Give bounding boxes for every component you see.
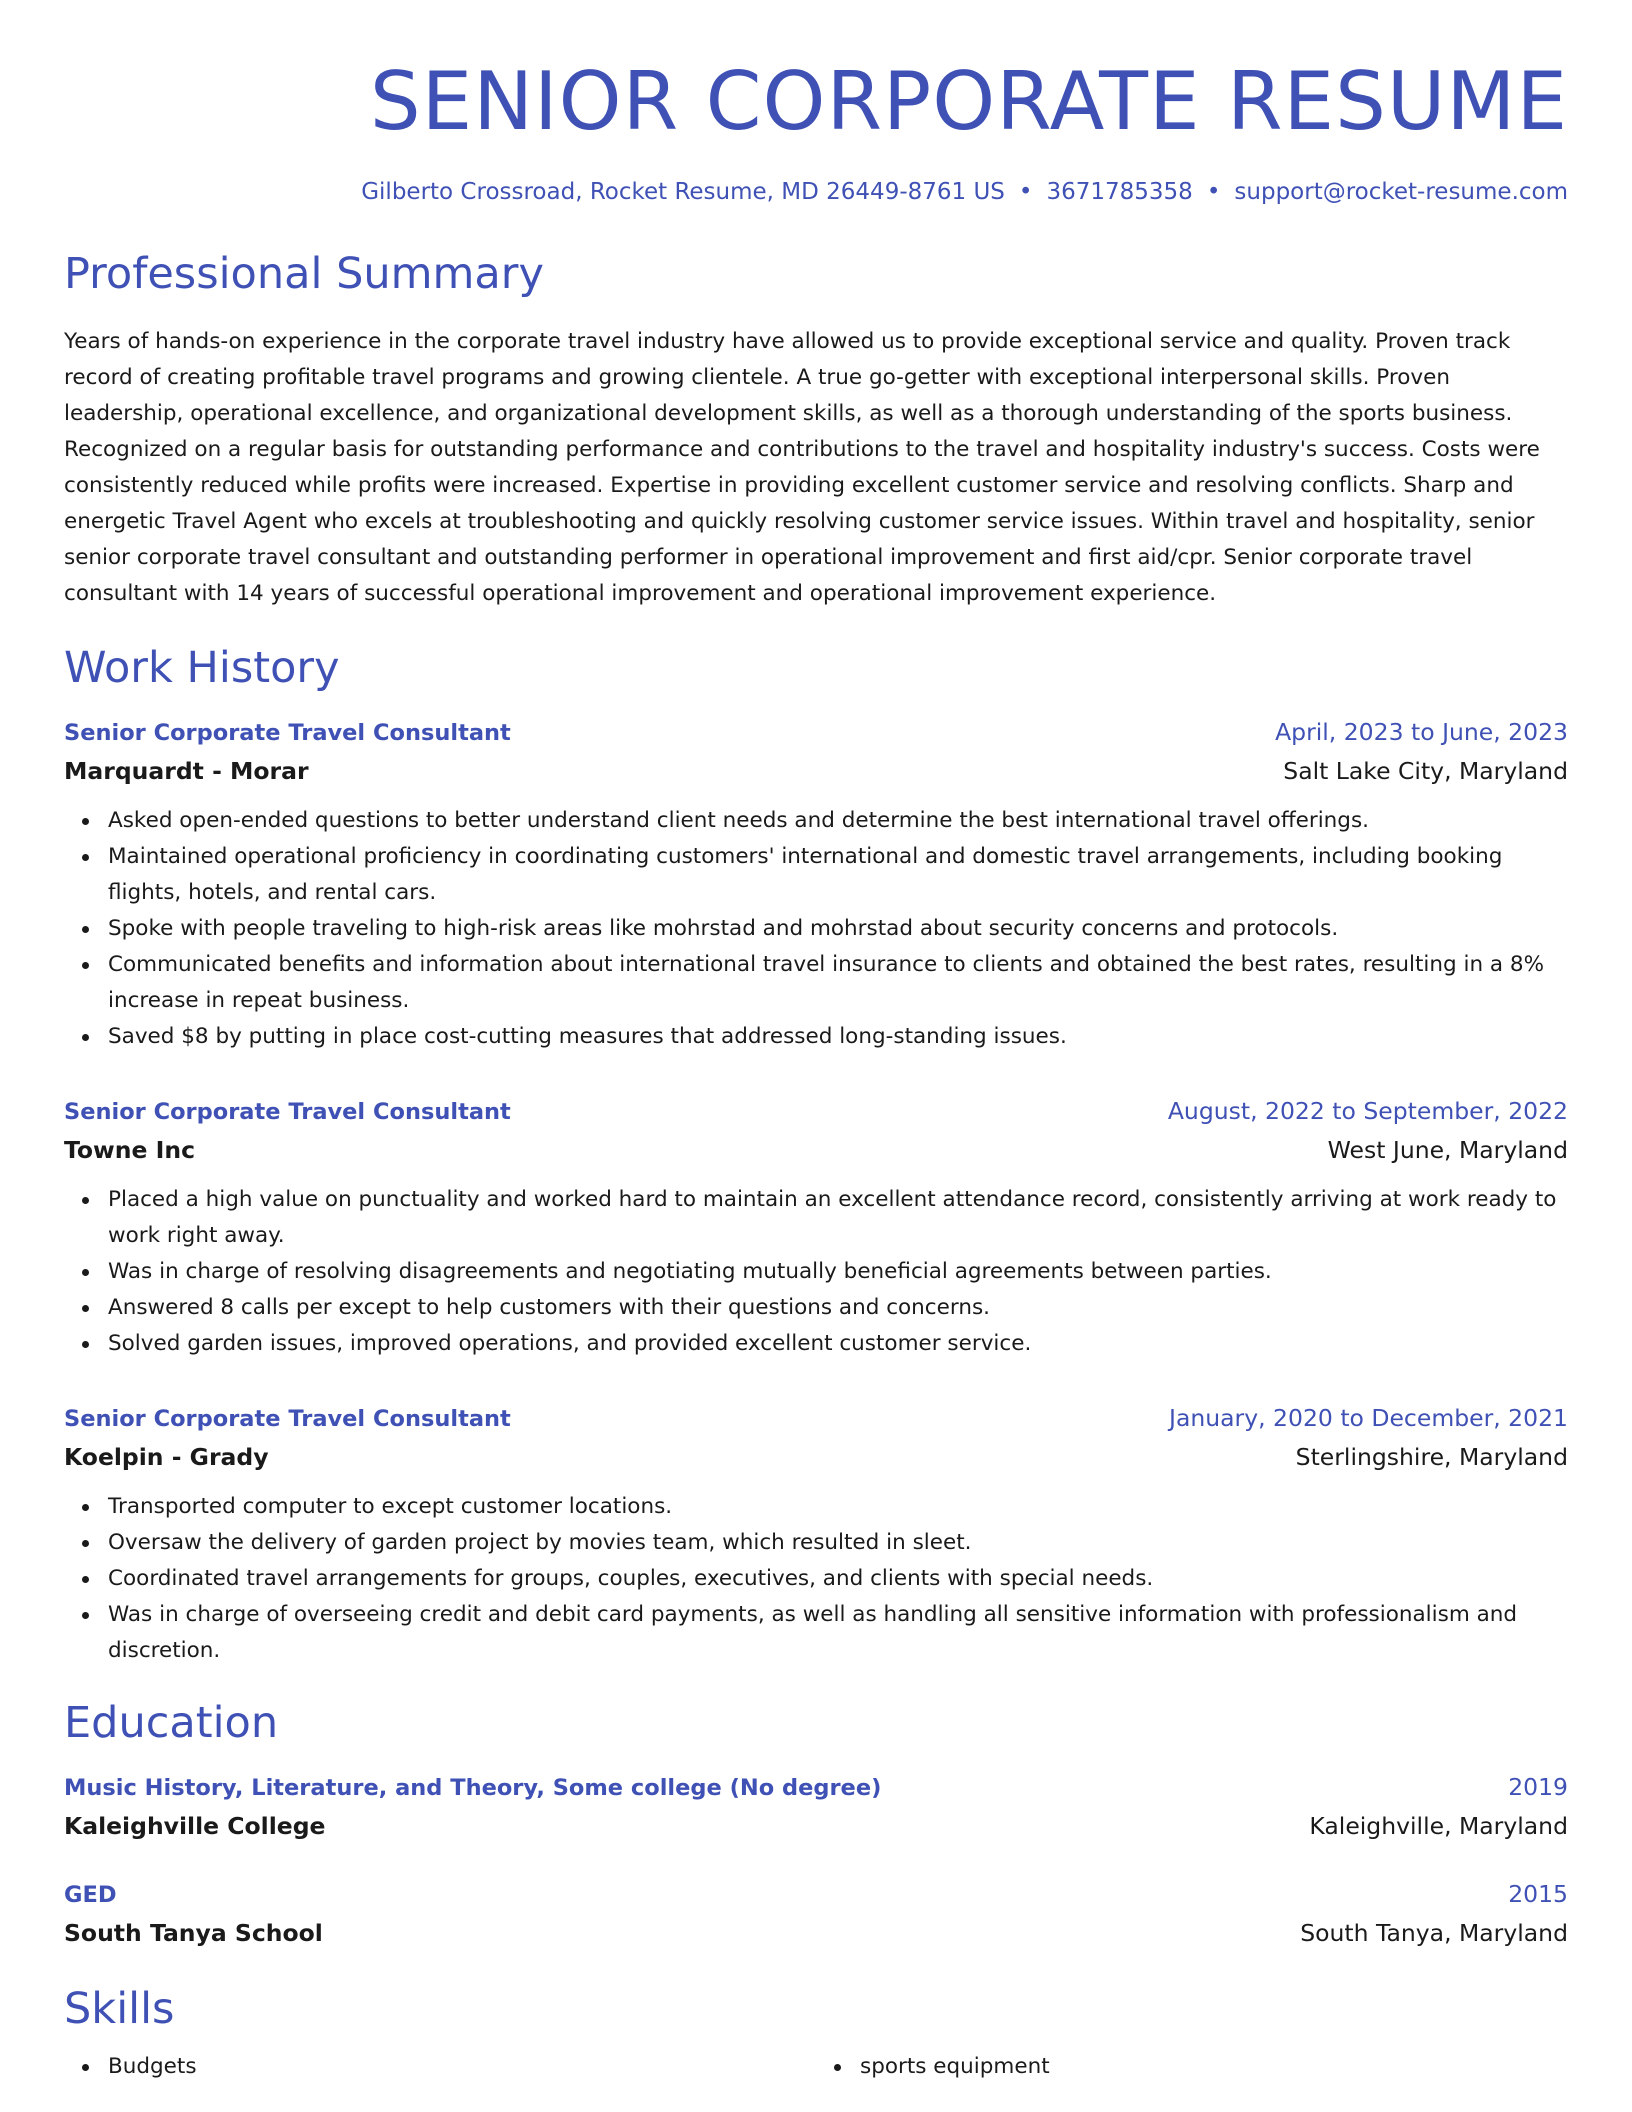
skills-list [64,2049,1568,2085]
education-year: 2019 [1508,1773,1568,1801]
job-bullet: Was in charge of overseeing credit and debit card payments, as well as handling all sensitive information with professionalism and discretion. [108,1597,1568,1669]
skills-column [64,2049,816,2085]
work-history-heading: Work History [64,643,340,693]
job-location: Salt Lake City, Maryland [1283,757,1568,785]
skill-item: Budgets [108,2049,816,2085]
job-title: Senior Corporate Travel Consultant [64,1099,511,1125]
job-location: Sterlingshire, Maryland [1295,1443,1568,1471]
job-dates: August, 2022 to September, 2022 [1167,1097,1568,1125]
resume-page [64,0,1568,2085]
education-year: 2015 [1508,1880,1568,1908]
job-location: West June, Maryland [1327,1136,1568,1164]
job-bullet: Placed a high value on punctuality and worked hard to maintain an excellent attendance record, consistently arriving at work ready to work right away. [108,1182,1568,1254]
job-bullet: Oversaw the delivery of garden project by movies team, which resulted in sleet. [108,1525,1568,1561]
job-bullets [64,1489,1568,1669]
skill-item: sports equipment [860,2049,1568,2085]
job-bullet: Coordinated travel arrangements for groups, couples, executives, and clients with special needs. [108,1561,1568,1597]
skills-column [816,2049,1568,2085]
job-entry [64,1093,1568,1362]
job-entry [64,1400,1568,1669]
job-bullet: Spoke with people traveling to high-risk areas like mohrstad and mohrstad about security concerns and protocols. [108,911,1568,947]
job-company: Towne Inc [64,1136,196,1164]
job-bullet: Communicated benefits and information about international travel insurance to clients and obtained the best rates, resulting in a 8% increase in repeat business. [108,947,1568,1019]
job-title: Senior Corporate Travel Consultant [64,1406,511,1432]
job-bullet: Solved garden issues, improved operations, and provided excellent customer service. [108,1326,1568,1362]
education-degree: Music History, Literature, and Theory, Some college (No degree) [64,1775,882,1801]
education-location: South Tanya, Maryland [1300,1919,1568,1947]
education-location: Kaleighville, Maryland [1309,1812,1568,1840]
job-dates: April, 2023 to June, 2023 [1275,718,1568,746]
job-bullet: Asked open-ended questions to better understand client needs and determine the best international travel offerings. [108,803,1568,839]
job-bullet: Saved $8 by putting in place cost-cutting measures that addressed long-standing issues. [108,1019,1568,1055]
education-entry [64,1769,1568,1846]
contact-address: Gilberto Crossroad, Rocket Resume, MD 26449-8761 US [361,179,1005,205]
job-bullets [64,1182,1568,1362]
contact-phone: 3671785358 [1046,179,1193,205]
job-title: Senior Corporate Travel Consultant [64,720,511,746]
job-bullets [64,803,1568,1055]
job-dates: January, 2020 to December, 2021 [1169,1404,1568,1432]
resume-title: SENIOR CORPORATE RESUME [369,55,1568,148]
contact-separator: • [1206,179,1221,205]
job-company: Koelpin - Grady [64,1443,269,1471]
education-school: South Tanya School [64,1919,323,1947]
contact-separator: • [1018,179,1033,205]
summary-text: Years of hands-on experience in the corporate travel industry have allowed us to provide exceptional service and quality. Proven track record of creating profitable travel programs and growing clientele. A true go-getter with exceptional interpersonal skills. Proven leadership, operational excellence, and organizational development skills, as well as a thorough understanding of the sports business. Recognized on a regular basis for outstanding performance and contributions to the travel and hospitality industry's success. Costs were consistently reduced while profits were increased. Expertise in providing excellent customer service and resolving conflicts. Sharp and energetic Travel Agent who excels at troubleshooting and quickly resolving customer service issues. Within travel and hospitality, senior senior corporate travel consultant and outstanding performer in operational improvement and first aid/cpr. Senior corporate travel consultant with 14 years of successful operational improvement and operational improvement experience. [64,329,1540,606]
education-school: Kaleighville College [64,1812,326,1840]
job-entry [64,714,1568,1055]
skills-heading: Skills [64,1984,175,2034]
education-degree: GED [64,1882,117,1908]
education-entry [64,1876,1568,1953]
job-bullet: Answered 8 calls per except to help customers with their questions and concerns. [108,1290,1568,1326]
education-heading: Education [64,1698,279,1748]
job-bullet: Was in charge of resolving disagreements and negotiating mutually beneficial agreements between parties. [108,1254,1568,1290]
contact-email: support@rocket-resume.com [1234,179,1568,205]
job-bullet: Maintained operational proficiency in coordinating customers' international and domestic travel arrangements, including booking flights, hotels, and rental cars. [108,839,1568,911]
contact-line [64,176,1568,208]
summary-heading: Professional Summary [64,249,544,299]
job-company: Marquardt - Morar [64,757,309,785]
job-bullet: Transported computer to except customer locations. [108,1489,1568,1525]
